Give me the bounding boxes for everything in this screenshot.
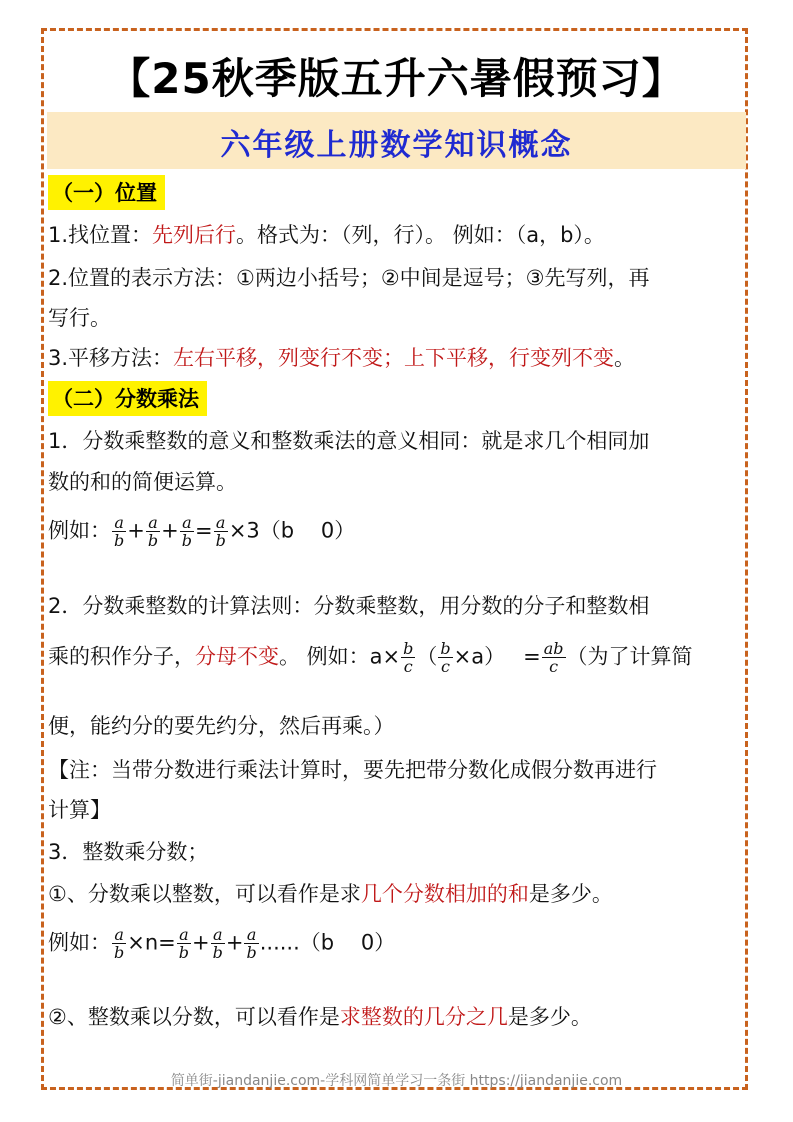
- highlight-text: 分母不变: [195, 644, 279, 669]
- text: 1.找位置：: [48, 223, 153, 247]
- text-line: 3．整数乘分数；: [48, 840, 209, 864]
- text: 3.平移方法：: [48, 346, 174, 370]
- fraction: $\frac{a}{b}$: [181, 513, 192, 550]
- fraction: $\frac{a}{b}$: [147, 513, 159, 550]
- text: ×a）: [453, 644, 506, 669]
- text-line: 2．分数乘整数的计算法则：分数乘整数，用分数的分子和整数相: [48, 594, 650, 618]
- text: =: [194, 518, 213, 543]
- text-line: 计算】: [48, 798, 111, 822]
- text: （为了计算简: [566, 644, 693, 669]
- text: 乘的积作分子，: [48, 644, 195, 669]
- formula-line: [48, 514, 355, 549]
- page-subtitle: 六年级上册数学知识概念: [220, 128, 573, 163]
- text-line: 1．分数乘整数的意义和整数乘法的意义相同：就是求几个相同加: [48, 429, 650, 453]
- text-line: [48, 342, 635, 372]
- fraction: $\frac{a}{b}$: [178, 925, 190, 962]
- fraction: $\frac{a}{b}$: [114, 513, 125, 550]
- text-line: 数的和的简便运算。: [48, 470, 237, 494]
- fraction: $\frac{a}{b}$: [246, 925, 257, 962]
- text: 例如：: [48, 930, 111, 955]
- text-line: 写行。: [48, 306, 111, 330]
- text: 是多少。: [507, 1005, 592, 1029]
- page-title: 【25秋季版五升六暑假预习】: [108, 54, 685, 103]
- text-line: [48, 219, 605, 249]
- text-line: 【注：当带分数进行乘法计算时，要先把带分数化成假分数再进行: [48, 758, 657, 782]
- highlight-text: 几个分数相加的和: [360, 882, 529, 906]
- fraction: $\frac{b}{c}$: [403, 639, 414, 676]
- text: ×3: [228, 518, 260, 543]
- text: （b 0）: [299, 930, 396, 955]
- fraction: $\frac{a}{b}$: [114, 925, 125, 962]
- text: ②、整数乘以分数，可以看作是: [48, 1005, 340, 1029]
- text: 。 例如：a×: [279, 644, 401, 669]
- footer-watermark: 简单街-jiandanjie.com-学科网简单学习一条街 https://jiandanjie.com: [170, 1073, 623, 1089]
- text: （b 0）: [259, 518, 356, 543]
- text: +: [225, 930, 244, 955]
- text: 。格式为：（列，行）。 例如：（a，b）。: [236, 223, 605, 247]
- section-heading-position: （一）位置: [48, 175, 165, 210]
- text: ×n=: [127, 930, 176, 955]
- fraction: $\frac{a}{b}$: [215, 513, 226, 550]
- text: +: [127, 518, 145, 543]
- text-line: [48, 878, 613, 908]
- highlight-text: 左右平移，列变行不变；上下平移，行变列不变: [173, 346, 615, 370]
- section-heading-fraction-multiplication: （二）分数乘法: [48, 381, 207, 416]
- fraction: $\frac{a}{b}$: [212, 925, 223, 962]
- text: ①、分数乘以整数，可以看作是求: [48, 882, 361, 906]
- fraction: $\frac{ab}{c}$: [543, 639, 564, 676]
- formula-line: [48, 926, 395, 961]
- highlight-text: 先列后行: [152, 223, 237, 247]
- text-line: [48, 1001, 592, 1031]
- text: （: [416, 644, 438, 669]
- text: 是多少。: [528, 882, 613, 906]
- formula-line: [48, 640, 693, 675]
- text-line: 便，能约分的要先约分，然后再乘。）: [48, 714, 395, 738]
- text: =: [523, 644, 541, 669]
- text: +: [161, 518, 179, 543]
- fraction: $\frac{b}{c}$: [440, 639, 451, 676]
- highlight-text: 求整数的几分之几: [339, 1005, 508, 1029]
- text: +: [192, 930, 210, 955]
- text: ......: [259, 930, 300, 955]
- text-line: 2.位置的表示方法：①两边小括号；②中间是逗号；③先写列，再: [48, 266, 650, 290]
- text: 。: [614, 346, 636, 370]
- text: 例如：: [48, 518, 111, 543]
